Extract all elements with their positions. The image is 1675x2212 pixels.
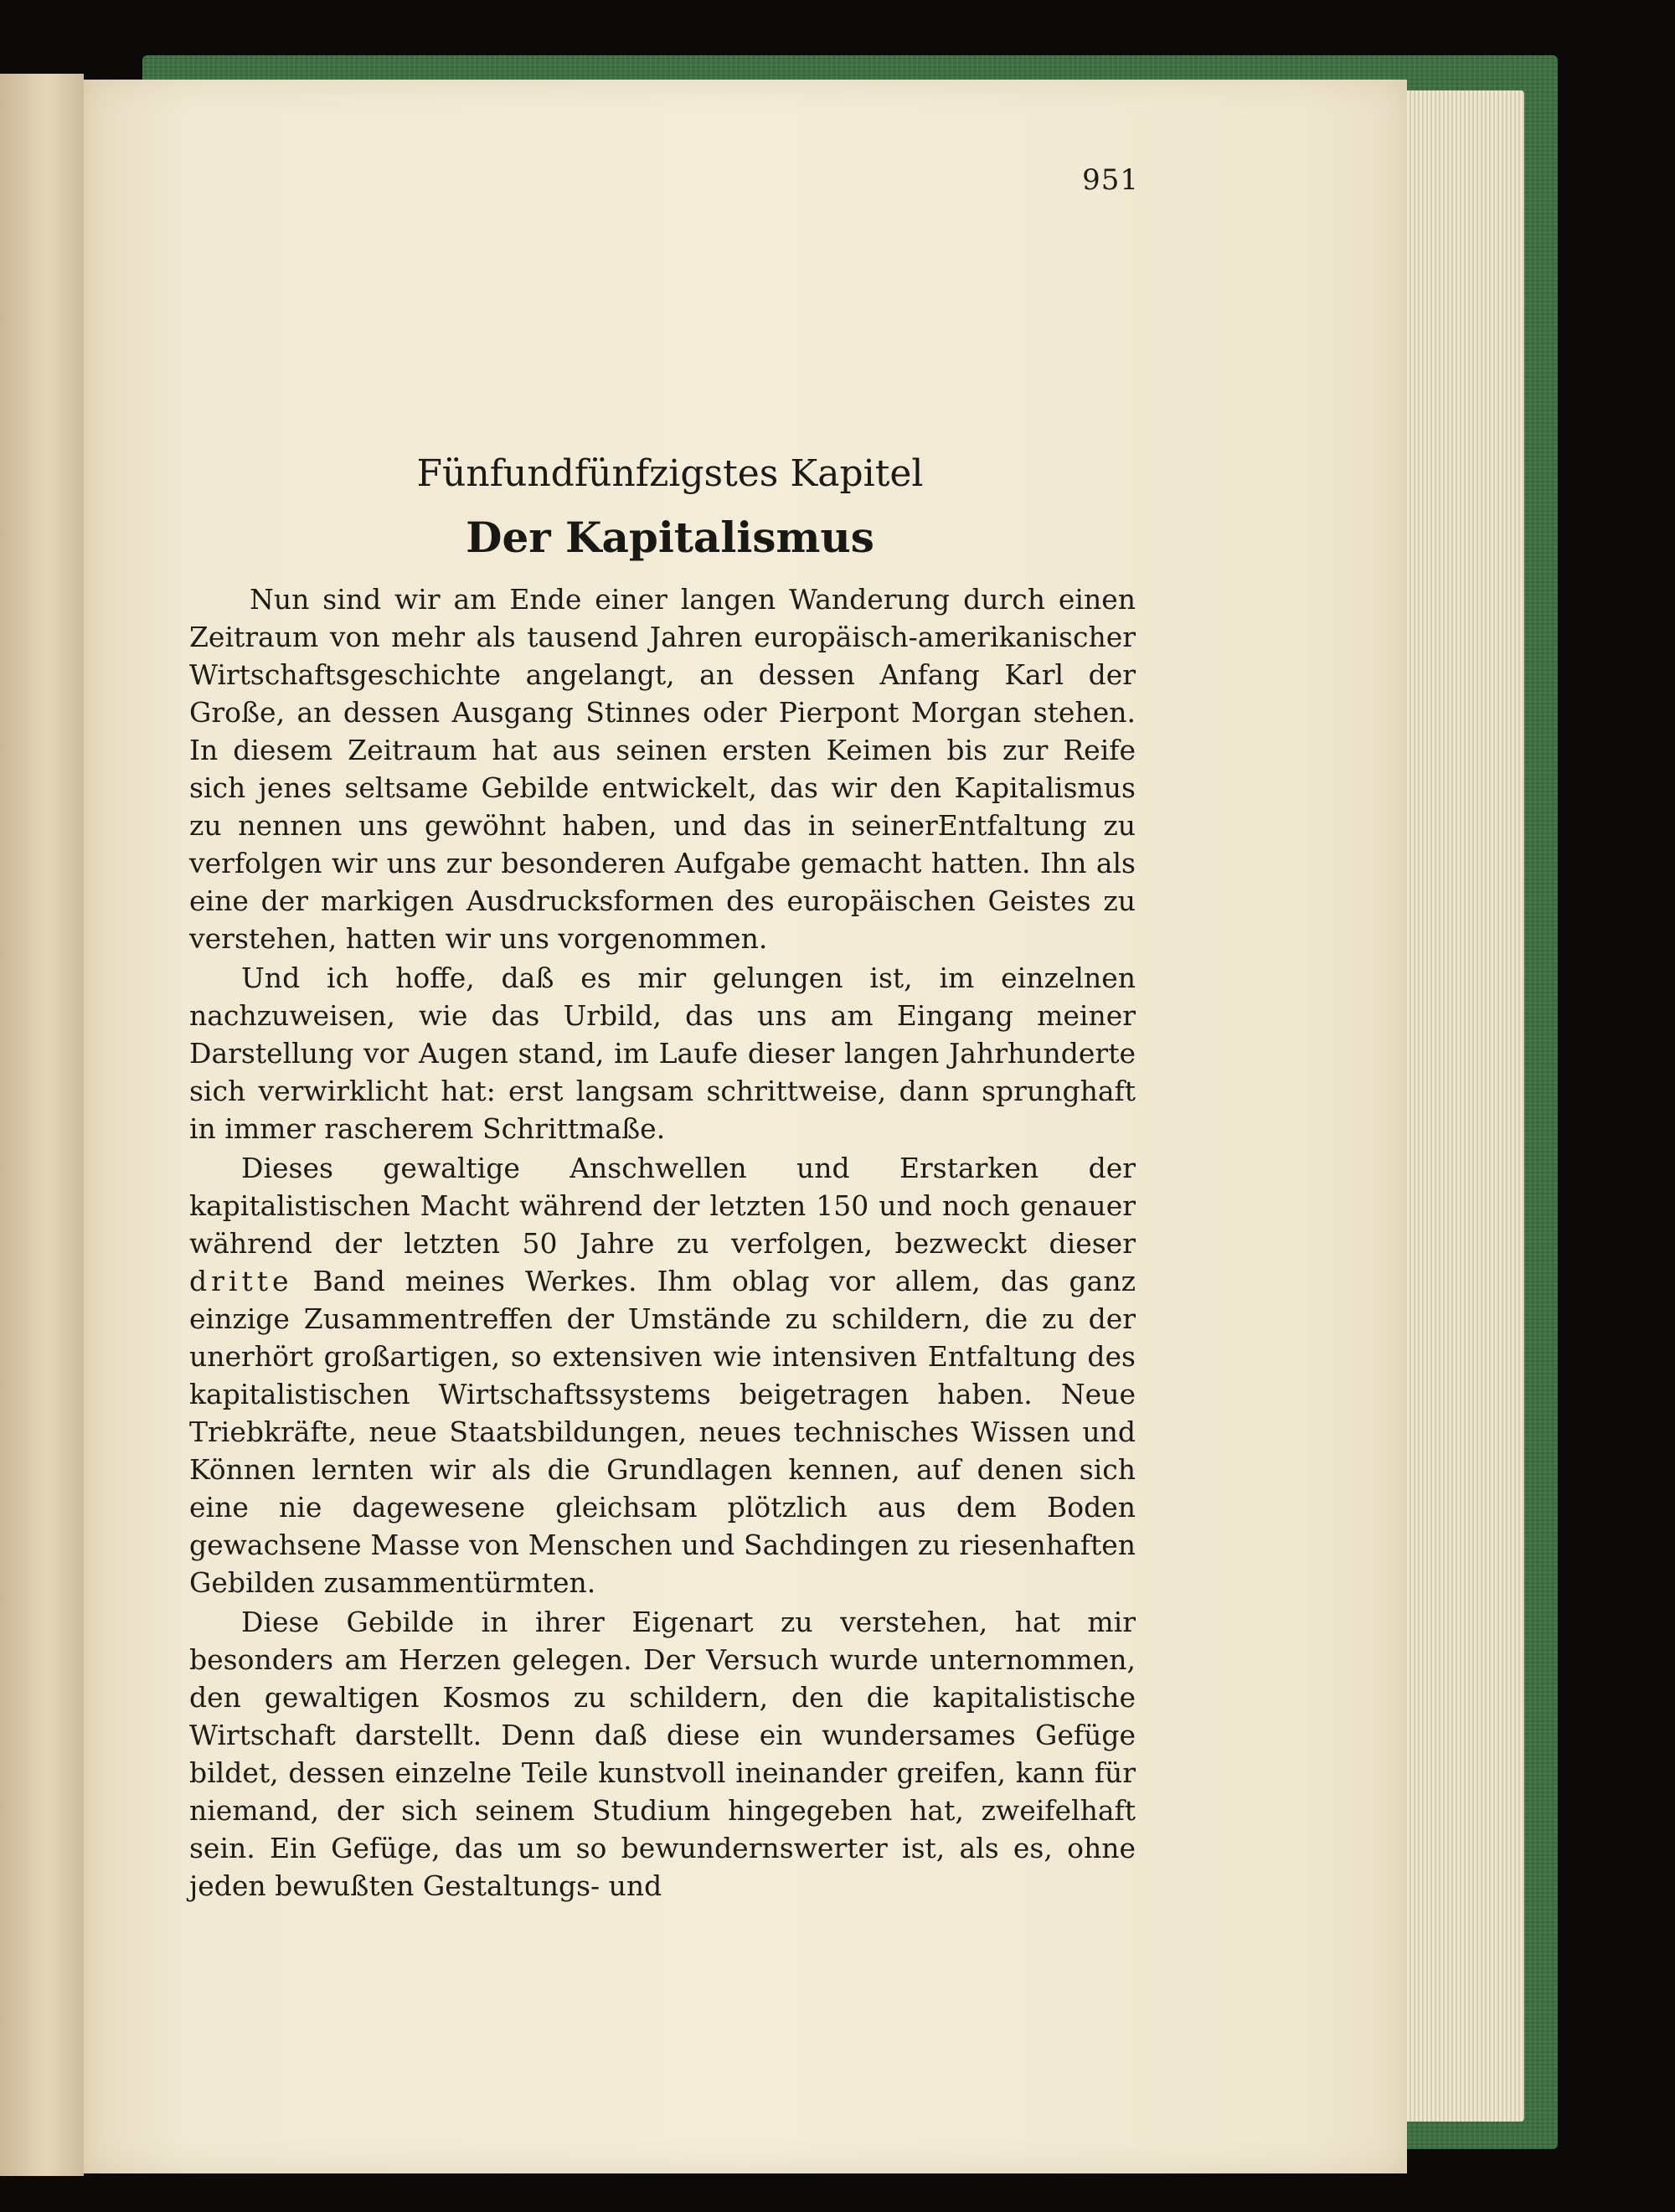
paragraph-4: Diese Gebilde in ihrer Eigenart zu verstehen, hat mir besonders am Herzen gelegen. Der Versuch wurde unternommen, den gewaltigen Kosmos zu schildern, den die kapitalistische Wirtschaft darstellt. Denn daß diese ein wundersames Gefüge bildet, dessen einzelne Teile kunstvoll ineinander greifen, kann für niemand, der sich seinem Studium hingegeben hat, zweifelhaft sein. Ein Gefüge, das um so bewundernswerter ist, als es, ohne jeden bewußten Gestaltungs- und	[189, 1606, 1136, 1902]
chapter-label: Fünfundfünfzigstes Kapitel	[416, 452, 924, 495]
page-block-edges	[1390, 90, 1524, 2122]
chapter-title: Der Kapitalismus	[466, 513, 874, 562]
paragraph-3-start: Dieses gewaltige Anschwellen und Erstarken der kapitalistischen Macht während der letzten 150 und noch genauer während der letzten 50 Jahre zu verfolgen, bezweckt dieser	[189, 1152, 1136, 1260]
paragraph-2: Und ich hoffe, daß es mir gelungen ist, im einzelnen nachzuweisen, wie das Urbild, das uns am Eingang meiner Darstellung vor Augen stand, im Laufe dieser langen Jahrhunderte sich verwirklicht hat: erst langsam schrittweise, dann sprunghaft in immer rascherem Schrittmaße.	[189, 962, 1136, 1145]
facing-page-edge	[0, 74, 84, 2176]
page-number: 951	[1082, 163, 1139, 197]
paragraph-3-end: Band meines Werkes. Ihm oblag vor allem, das ganz einzige Zusammentreffen der Umstände zu schildern, die zu der unerhört großartigen, so extensiven wie intensiven Entfaltung des kapitalistischen Wirtschaftssystems beigetragen haben. Neue Triebkräfte, neue Staatsbildungen, neues technisches Wissen und Können lernten wir als die Grundlagen kennen, auf denen sich eine nie dagewesene gleichsam plötzlich aus dem Boden gewachsene Masse von Menschen und Sachdingen zu riesenhaften Gebilden zusammentürmten.	[189, 1265, 1136, 1599]
body-text	[189, 580, 1136, 1905]
paragraph-1: Nun sind wir am Ende einer langen Wanderung durch einen Zeitraum von mehr als tausend Jahren europäisch-amerikanischer Wirtschaftsgeschichte angelangt, an dessen Anfang Karl der Große, an dessen Ausgang Stinnes oder Pierpont Morgan stehen. In diesem Zeitraum hat aus seinen ersten Keimen bis zur Reife sich jenes seltsame Gebilde entwickelt, das wir den Kapitalismus zu nennen uns gewöhnt haben, und das in seinerEntfaltung zu verfolgen wir uns zur besonderen Aufgabe gemacht hatten. Ihn als eine der markigen Ausdrucksformen des europäischen Geistes zu verstehen, hatten wir uns vorgenommen.	[189, 583, 1136, 955]
paragraph-3	[189, 1149, 1136, 1601]
emphasized-word: dritte	[189, 1265, 293, 1297]
